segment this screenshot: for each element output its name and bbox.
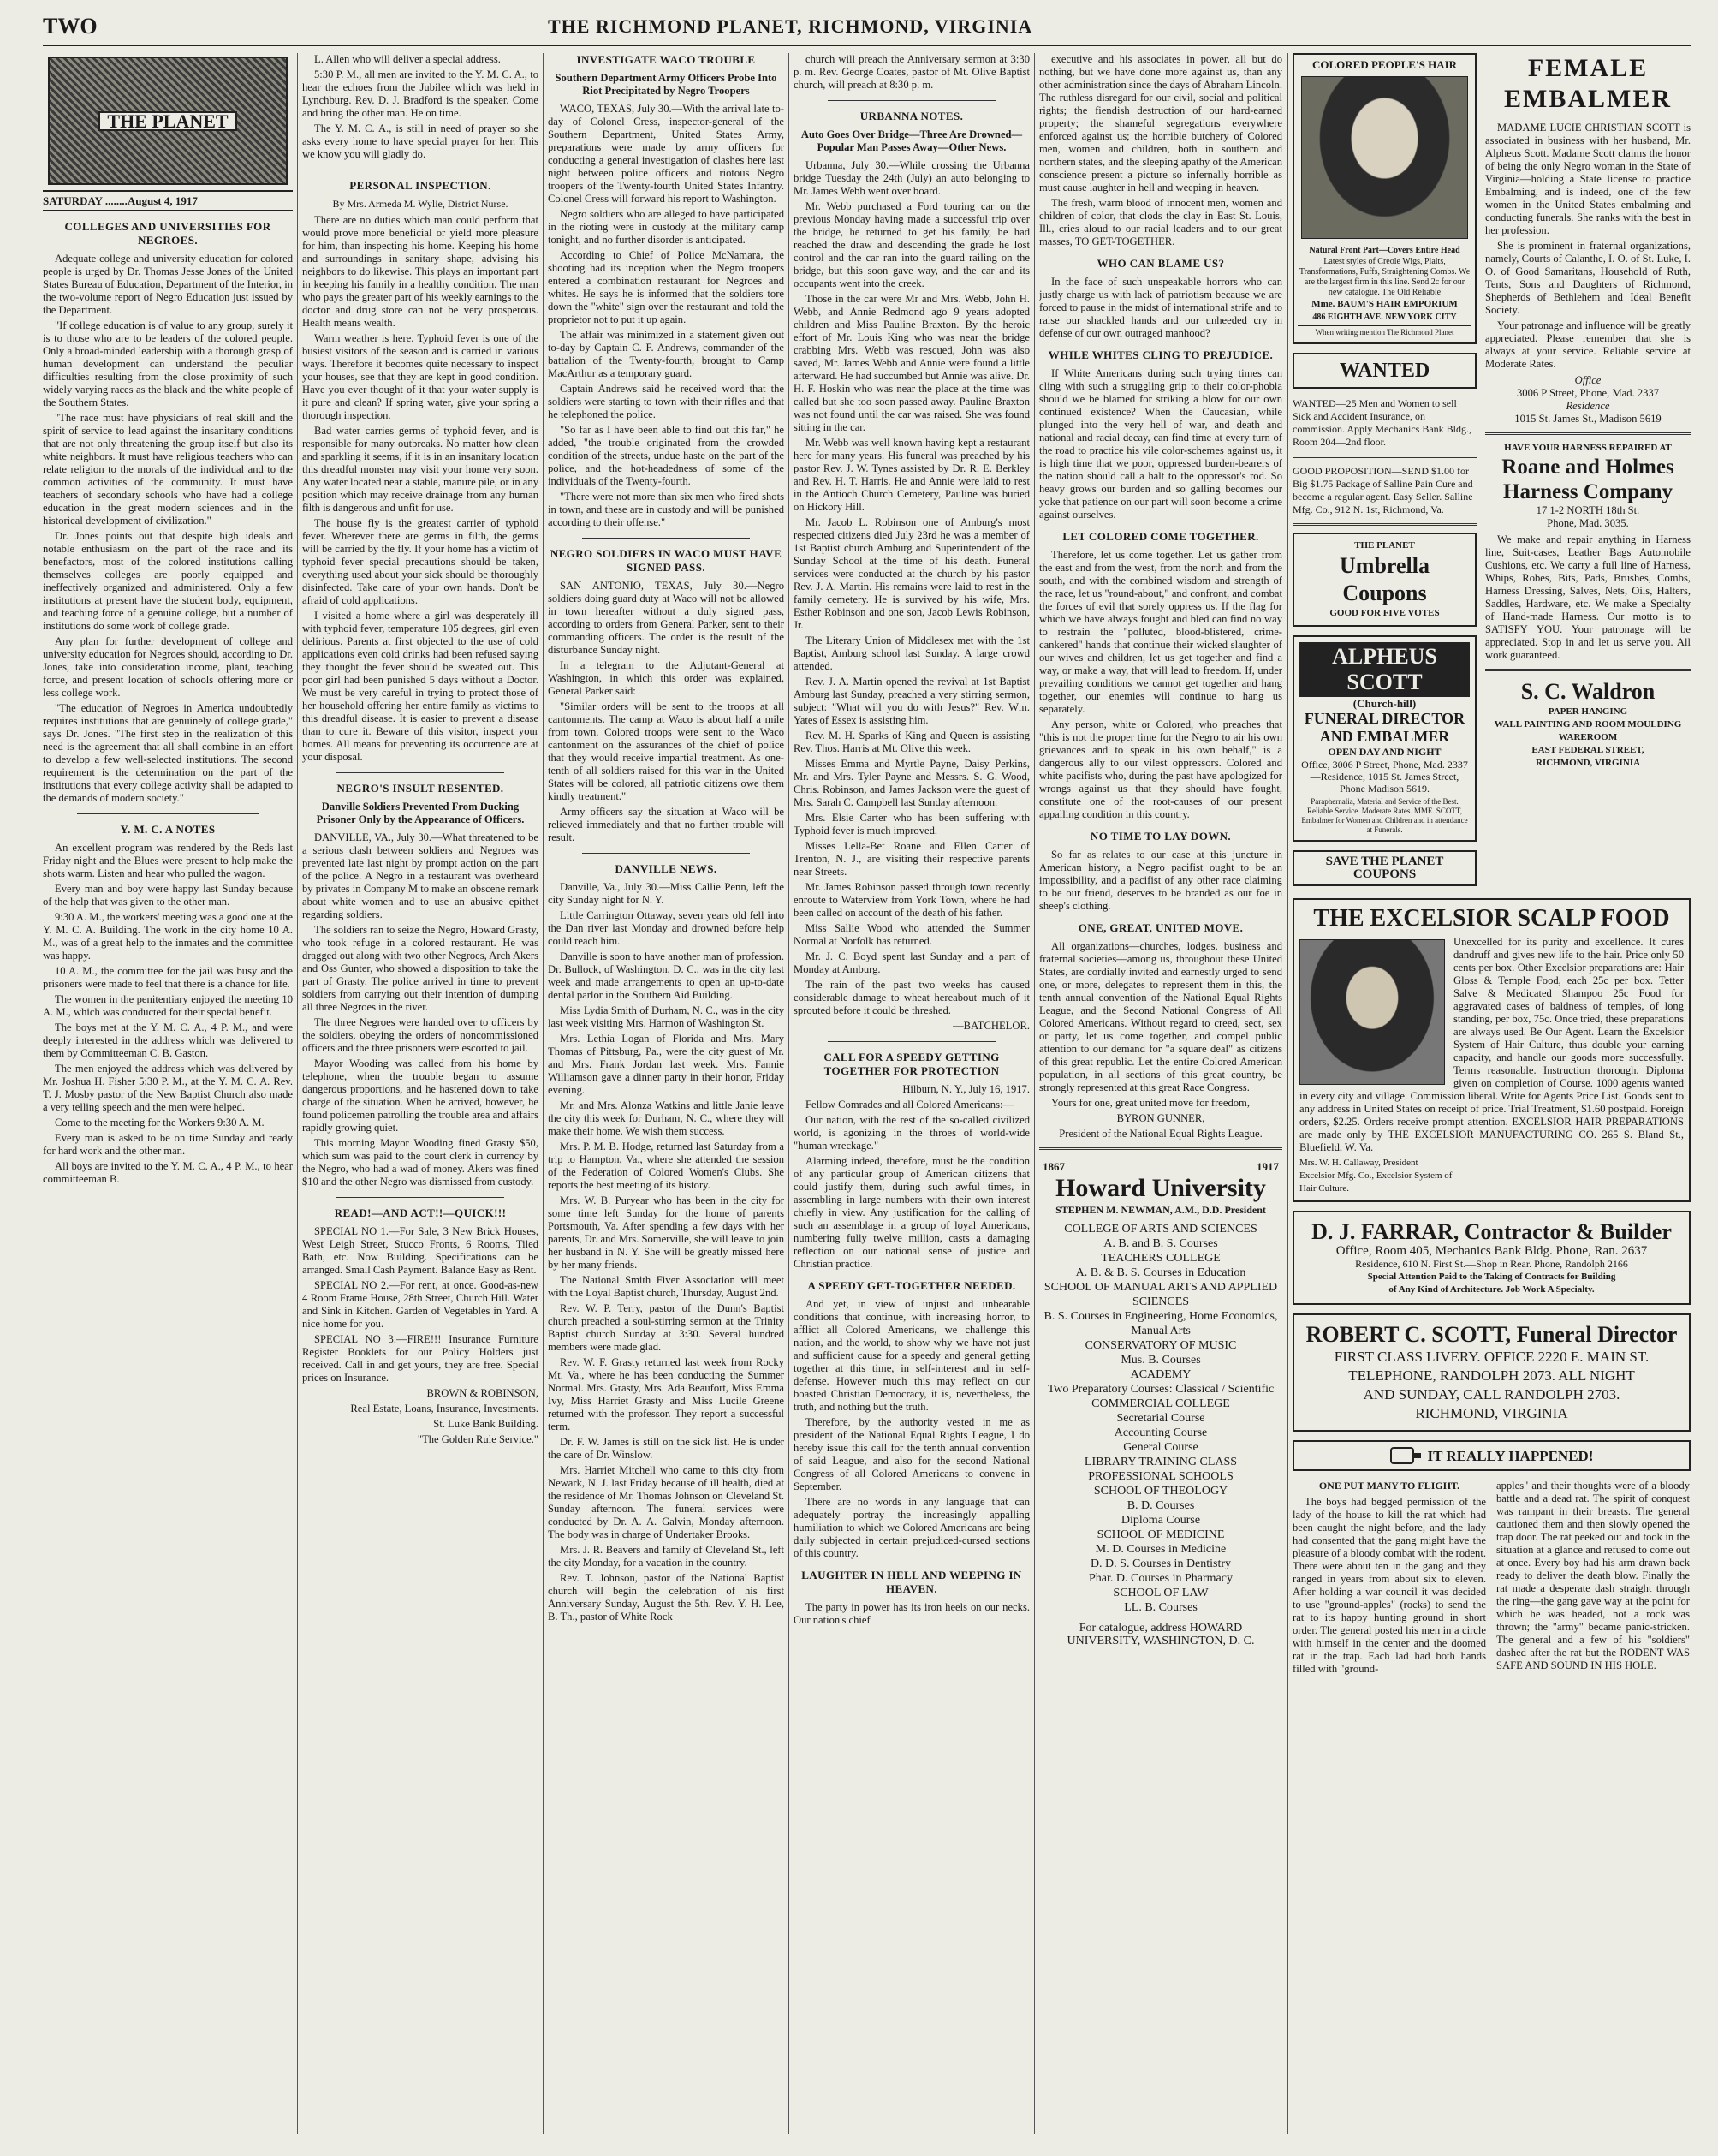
newspaper-page: [43, 12, 1691, 2144]
article-paragraph: The rain of the past two weeks has caused considerable damage to wheat hereabout much of it sprouted before it could be threshed.: [794, 979, 1030, 1016]
howard-course-item: Phar. D. Courses in Pharmacy: [1089, 1572, 1233, 1585]
article-paragraph: Bad water carries germs of typhoid fever, and is responsible for many outbreaks. No matter how clean and sparkling it seems, if it is in an insanitary location this dreadful monster may visit your home very soon. Any water located near a stable, manure pile, or in any position which may receive drainage from any human filth is dangerous and unfit for use.: [302, 425, 538, 514]
save-coupons-ad: [1293, 850, 1477, 886]
article-paragraph: The men enjoyed the address which was delivered by Mr. Joshua H. Fisher 5:30 P. M., at the Y. M. C. A. Rev. T. J. Mosby pastor of the New Baptist Church also made a very telling speech and the men were helped.: [43, 1063, 293, 1113]
howard-course-item: LL. B. Courses: [1124, 1601, 1198, 1614]
article-paragraph: Mr. James Robinson passed through town recently enroute to Waterview from York Town, where he had been called on account of the death of his father.: [794, 881, 1030, 919]
article-paragraph: Rev. W. F. Grasty returned last week from Rocky Mt. Va., where he has been conducting the Summer Normal. Mrs. Grasty, Mrs. Ada Beaufort, Miss Emma Ivy, Miss Harriet Grasty and Miss Lucile Greene returned with the professor. They report a successful term.: [548, 1356, 784, 1432]
article-paragraph: So far as relates to our case at this juncture in American history, a Negro pacifist ought to be an impossibility, and a pacifist of any other race claiming to be our friend, deserves to be branded as our foe in sheep's clothing.: [1039, 849, 1282, 912]
section-heading: WHO CAN BLAME US?: [1097, 257, 1225, 270]
hair-ad: [1293, 53, 1477, 344]
divider: [1293, 523, 1477, 526]
harness-title: Roane and Holmes Harness Company: [1501, 456, 1674, 503]
article-paragraph: "So far as I have been able to find out this far," he added, "the trouble originated from the crowded condition of the streets, undue haste on the part of the police, and the hot-headedness of some of the individuals of the Twenty-fourth.: [548, 424, 784, 487]
embalmer-text: MADAME LUCIE CHRISTIAN SCOTT is associated in business with her husband, Mr. Alpheus Scott. Madame Scott claims the honor of being the only Negro woman in the State of Virginia—holding a State license to practice Embalming, and is indeed, one of the few women in the United States embalming and conducting funerals. She ranks with the best in her profession.: [1485, 122, 1691, 236]
scott-title: ROBERT C. SCOTT, Funeral Director: [1305, 1322, 1678, 1347]
issue-date: SATURDAY ........August 4, 1917: [43, 190, 293, 211]
article-subtitle: Southern Department Army Officers Probe Into Riot Precipitated by Negro Troopers: [555, 72, 777, 97]
ads-column: [1293, 53, 1691, 2134]
article-paragraph: Warm weather is here. Typhoid fever is one of the busiest visitors of the season and is carried in various ways. Therefore it becomes quite necessary to inspect your houses, see that they are kept in good condition. Have you ever thought of it that your water supply is it pure and clean? If spring water, give your spring a thorough inspection.: [302, 332, 538, 421]
logo-text: THE PLANET: [98, 111, 236, 131]
section-heading: WHILE WHITES CLING TO PREJUDICE.: [1048, 348, 1274, 361]
article-paragraph: Misses Emma and Myrtle Payne, Daisy Perkins, Mr. and Mrs. Tyler Payne and Messrs. S. G. Wood, Chris. Robinson, and James Jackson were the guest of Mrs. Sarah C. Campbell last Sunday afternoon.: [794, 758, 1030, 808]
article-paragraph: Mr. Jacob L. Robinson one of Amburg's most respected citizens died July 23rd he was a member of 1st Baptist church Amburg and Superintendent of the Sunday School at the time of his death. Funeral services were conducted at the church by his pastor Rev. J. A. Martin. His remains were laid to rest in the family cemetery. He is survived by his wife, Mrs. Esther Robinson and one son, Jacob Lewis Robinson, Jr.: [794, 516, 1030, 631]
scott-line: FIRST CLASS LIVERY. OFFICE 2220 E. MAIN ST.: [1334, 1349, 1650, 1365]
article-paragraph: Army officers say the situation at Waco will be relieved immediately and that no further trouble will result.: [548, 806, 784, 843]
article-paragraph: 9:30 A. M., the workers' meeting was a good one at the Y. M. C. A. Building. The work in the city home 10 A. M., was of a great help to the inmates and the committee was happy.: [43, 911, 293, 962]
article-dateline: Hilburn, N. Y., July 16, 1917.: [902, 1083, 1030, 1095]
article-subtitle: Auto Goes Over Bridge—Three Are Drowned—Popular Man Passes Away—Other News.: [800, 128, 1023, 153]
article-paragraph: Mrs. J. R. Beavers and family of Cleveland St., left the city Monday, for a vacation in the country.: [548, 1544, 784, 1569]
article-title: DANVILLE NEWS.: [615, 862, 717, 875]
column-rule: [297, 53, 298, 2134]
farrar-line: Special Attention Paid to the Taking of Contracts for Building: [1367, 1272, 1616, 1282]
article-paragraph: Mrs. Lethia Logan of Florida and Mrs. Mary Thomas of Pittsburg, Pa., were the city guest of Mr. and Mrs. Frank Jordan last week. Mrs. Fannie Williamson gave a dinner party in their honor, Friday evening.: [548, 1033, 784, 1096]
article-paragraph: Miss Sallie Wood who attended the Summer Normal at Norfolk has returned.: [794, 922, 1030, 947]
howard-course-item: Accounting Course: [1114, 1426, 1208, 1439]
article-paragraph: church will preach the Anniversary sermon at 3:30 p. m. Rev. George Coates, pastor of Mt. Olive Baptist church, will preach at 8:30 p. m.: [794, 53, 1030, 91]
howard-president: STEPHEN M. NEWMAN, A.M., D.D. President: [1055, 1204, 1266, 1216]
article-paragraph: Yours for one, great united move for freedom,: [1051, 1097, 1250, 1109]
article-paragraph: The Literary Union of Middlesex met with the 1st Baptist, Amburg school last Sunday. A large crowd attended.: [794, 634, 1030, 672]
article-paragraph: All boys are invited to the Y. M. C. A., 4 P. M., to hear committeeman B.: [43, 1160, 293, 1185]
umbrella-note: GOOD FOR FIVE VOTES: [1329, 608, 1440, 618]
article-title: NEGRO'S INSULT RESENTED.: [336, 782, 504, 795]
umbrella-title: Umbrella Coupons: [1340, 553, 1430, 605]
howard-ad: [1039, 1157, 1282, 1654]
article-paragraph: executive and his associates in power, all but do nothing, but we have done more against us, than any other administration since the days of Abraham Lincoln. The ruthless disregard for our civil, social and political rights; the fiendish destruction of our hard-earned property; the shameful segregations everywhere enforced against us; the horrible butchery of Colored men, women and children, both in southern and northern states, and the sleeping apathy of the American conscience present a picture so infernally horrible as must cause laughter in hell and weeping in heaven.: [1039, 53, 1282, 194]
alpheus-address: Office, 3006 P Street, Phone, Mad. 2337—Residence, 1015 St. James Street, Phone Madison 5619.: [1301, 759, 1468, 795]
farrar-line: Residence, 610 N. First St.—Shop in Rear. Phone, Randolph 2166: [1355, 1258, 1628, 1270]
alpheus-role: FUNERAL DIRECTOR AND EMBALMER: [1304, 710, 1465, 745]
harness-address: 17 1-2 NORTH 18th St.: [1536, 504, 1640, 516]
hair-text: Latest styles of Creole Wigs, Plaits, Transformations, Puffs, Straightening Combs. We are the largest firm in this line. Send 2c for our new catalogue. The Old Reliable: [1299, 257, 1471, 297]
happened-text: The boys had begged permission of the lady of the house to kill the rat which had been caught the night before, and the lady had consented that the gang might have the pleasure of a bloody combat with the rodent. There were about ten in the gang and they ranged in years from about six to eleven. After holding a war council it was decided to use "ground-apples" (rocks) to send the rat to its happy hunting ground in short order. The general posted his men in a circle with himself in the center and the doomed rat in the trap. Each lad had both hands filled with "ground-: [1293, 1496, 1486, 1675]
harness-top: HAVE YOUR HARNESS REPAIRED AT: [1504, 443, 1672, 453]
article-paragraph: "The education of Negroes in America undoubtedly requires institutions that are genuinely of college grade," says Dr. Jones. "The first step in the realization of this need is the agreement that all shall combine in an effort to develop a few well-selected institutions. The second requirement is the determination on the part of the institutions that every college activity shall be adapted to the demands of modern society.": [43, 702, 293, 804]
article-paragraph: Any plan for further development of college and university education for Negroes should, according to Dr. Jones, take into consideration income, plant, teaching force, and present location of schools offering more or less college work.: [43, 635, 293, 699]
howard-year-start: 1867: [1043, 1160, 1065, 1173]
article-paragraph: Rev. W. P. Terry, pastor of the Dunn's Baptist church preached a soul-stirring sermon at the Trinity Baptist church Sunday at 3:30. Several hundred members were made glad.: [548, 1302, 784, 1353]
farrar-ad: [1293, 1211, 1691, 1305]
article-title: URBANNA NOTES.: [859, 110, 964, 122]
save-coupons: SAVE THE PLANET COUPONS: [1325, 855, 1444, 881]
waldron-line: WAREROOM: [1558, 732, 1618, 742]
divider: [336, 1197, 504, 1198]
happened-title: IT REALLY HAPPENED!: [1427, 1447, 1594, 1464]
howard-course-item: COMMERCIAL COLLEGE: [1091, 1397, 1230, 1410]
article-paragraph: Therefore, by the authority vested in me as president of the National Equal Rights League, I do hereby issue this call for the tenth annual convention of said League, and also for the second National Congress of all Colored Americans to convene in September.: [794, 1416, 1030, 1492]
waldron-name: S. C. Waldron: [1520, 679, 1656, 704]
harness-text: We make and repair anything in Harness line, Suit-cases, Leather Bags Automobile Cushions, etc. We carry a full line of Harness, Whips, Robes, Bits, Pads, Brushes, Combs, Harness Dressing, Salves, Nets, Oils, Halters, Saddles, Hardware, etc. We make a Specialty of Hand-made Harness. Our motto is to SATISFY YOU. Your patronage will be appreciated. Stop in and let us serve you. All work guaranteed.: [1485, 533, 1691, 661]
howard-course-item: A. B. and B. S. Courses: [1103, 1237, 1218, 1250]
harness-phone: Phone, Mad. 3035.: [1547, 517, 1629, 529]
article-paragraph: The three Negroes were handed over to officers by the soldiers, obeying the orders of noncommissioned officers and the three prisoners were escorted to jail.: [302, 1016, 538, 1054]
howard-course-item: Secretarial Course: [1116, 1412, 1205, 1425]
hair-caption: Natural Front Part—Covers Entire Head: [1309, 246, 1460, 255]
section-heading: LAUGHTER IN HELL AND WEEPING IN HEAVEN.: [801, 1569, 1022, 1595]
column-4: [794, 53, 1030, 2134]
waldron-line: RICHMOND, VIRGINIA: [1535, 758, 1641, 768]
howard-course-item: SCHOOL OF MEDICINE: [1097, 1528, 1225, 1541]
article-paragraph: WACO, TEXAS, July 30.—With the arrival late to-day of Colonel Cress, inspector-general of the Southern Department, United States Army, preparations were made by army officers for conducting a general investigation of clashes here last night between police officers and riotous Negro troopers of the Twenty-fourth United States Infantry. Colonel Cress will forward his report to Washington.: [548, 103, 784, 205]
scott-line: RICHMOND, VIRGINIA: [1415, 1405, 1568, 1421]
article-paragraph: Alarming indeed, therefore, must be the condition of any particular group of American citizens that could justify them, during such awful times, in assembling in large numbers with their own interest chiefly in view. Any justification for the calling of such an assemblage in a group of loyal Americans, numbering fully twelve million, casts a damaging reflection on our national sense of justice and Christian practice.: [794, 1155, 1030, 1270]
article-paragraph: The Y. M. C. A., is still in need of prayer so she asks every home to have special prayer for her. This we know you will gladly do.: [302, 122, 538, 160]
signature: BROWN & ROBINSON,: [426, 1387, 538, 1399]
embalmer-text: Your patronage and influence will be greatly appreciated. Please remember that she is always at your service. Reliable service at Moderate Rates.: [1485, 319, 1691, 370]
planet-logo: [48, 57, 288, 185]
article-paragraph: SPECIAL NO 3.—FIRE!!! Insurance Furniture Register Booklets for our Policy Holders just received. Call in and get yours, they are free. Special prices on Insurance.: [302, 1333, 538, 1384]
howard-course-item: CONSERVATORY OF MUSIC: [1085, 1339, 1237, 1352]
article-paragraph: Captain Andrews said he received word that the soldiers were starting to town with their rifles and that he telephoned the police.: [548, 383, 784, 420]
howard-year-end: 1917: [1257, 1160, 1279, 1173]
divider: [336, 772, 504, 773]
article-paragraph: Therefore, let us come together. Let us gather from the east and from the west, from the north and from the south, and with the combined wisdom and strength of the race, let us "round-about," and confront, and combat the forces of evil that sorely oppress us. If the flag for which we have always fought and bled can find no way to restrain the "polluted, blood-blistered, crime-cankered" hands that continue their wicked slaughter of our wives and children, let us get together and find a way, or make a way, that will lead to freedom. If, under prevailing conditions we cannot get together and hang together, our enemies will continue to hang us separately.: [1039, 549, 1282, 715]
signature: Real Estate, Loans, Insurance, Investments.: [350, 1403, 538, 1415]
divider: [828, 1041, 996, 1042]
article-paragraph: Adequate college and university education for colored people is urged by Dr. Thomas Jesse Jones of the United States Bureau of Education, Department of the Interior, in the two-volume report of Negro Education just issued by the Department.: [43, 253, 293, 316]
article-paragraph: Urbanna, July 30.—While crossing the Urbanna bridge Tuesday the 24th (July) an auto belonging to Mr. James Webb went over board.: [794, 159, 1030, 197]
section-heading: A SPEEDY GET-TOGETHER NEEDED.: [807, 1279, 1016, 1292]
article-paragraph: The affair was minimized in a statement given out to-day by Captain C. F. Andrews, commander of the battalion of the Twenty-fourth, brought to Camp MacArthur as a temporary guard.: [548, 329, 784, 379]
article-paragraph: "If college education is of value to any group, surely it is to those who are to be leaders of the colored people. Only a broad-minded leadership with a thorough grasp of human development can understand the peculiar difficulties resulting from the close proximity of such widely varying races as the black and the white people of the Southern States.: [43, 319, 293, 408]
article-paragraph: The boys met at the Y. M. C. A., 4 P. M., and were deeply interested in the address which was delivered to them by Committeeman C. B. Gaston.: [43, 1021, 293, 1059]
excelsior-caption: Mrs. W. H. Callaway, President Excelsior Mfg. Co., Excelsior System of Hair Culture.: [1299, 1158, 1453, 1194]
article-paragraph: Rev. M. H. Sparks of King and Queen is assisting Rev. Thos. Harris at Mt. Olive this week.: [794, 730, 1030, 754]
article-paragraph: All organizations—churches, lodges, business and fraternal societies—among us, throughout these United States, are cordially invited and earnestly urged to send one, or more, delegates to represent them in this, the tenth annual convention of the National Equal Rights League, and the Second National Congress of All Colored Americans. Without regard to creed, sect, sex or party, let us come together, and compel public attention to our demand for "a square deal" as citizens of this great republic. Let the entire Colored American population, in all sections of this great country, be strongly represented at this great Race Congress.: [1039, 940, 1282, 1093]
section-heading: ONE, GREAT, UNITED MOVE.: [1078, 921, 1244, 934]
embalmer-title-2: EMBALMER: [1504, 85, 1672, 113]
article-paragraph: "The race must have physicians of real skill and the spirit of service to lead against the insanitary conditions that are not only threatening the group itself but also its white neighbors. It must have religious teachers who can relate religion to the morals of the individual and to the common activities of the community. It must have teachers of secondary schools who have had a college education in the great modern sciences and in the historical development of civilization.": [43, 412, 293, 527]
article-paragraph: The fresh, warm blood of innocent men, women and children of color, that clods the clay in East St. Louis, Ill., cries aloud to our racial leaders and to our great masses, TO GET-TOGETHER.: [1039, 197, 1282, 247]
howard-course-item: COLLEGE OF ARTS AND SCIENCES: [1064, 1223, 1257, 1236]
article-paragraph: I visited a home where a girl was desperately ill with typhoid fever, temperature 105 degrees, girl even delirious. Parents at first objected to the use of cold applications even cold drinks had been refused saying they thought the fever should be sweated out. This poor girl had been punished 5 days without a Doctor. We must be very careful in trying to protect those of her household offering her entire family as victims to this dreadful disease. It is easier to prevent a disease than to cure it. Beware of this visitor, inspect your homes. All means for preventing its occurrence are at your disposal.: [302, 610, 538, 763]
article-paragraph: Every man is asked to be on time Sunday and ready for hard work and the other man.: [43, 1132, 293, 1157]
column-5: [1039, 53, 1282, 2134]
hair-model-image: [1301, 76, 1468, 239]
article-paragraph: DANVILLE, VA., July 30.—What threatened to be a serious clash between soldiers and Negroes was prevented late last night by prompt action on the part of the police. A Negro in a restaurant was overheard by privates in Company M to make an obscene remark about white women and to use an abusive epithet regarding soldiers.: [302, 831, 538, 920]
article-paragraph: This morning Mayor Wooding fined Grasty $50, which sum was paid to the court clerk in currency by the Negro, who had a wad of money. Akers was fined $10 and the other Negro was dismissed from custody.: [302, 1137, 538, 1188]
column-3: [548, 53, 784, 2134]
article-paragraph: There are no duties which man could perform that would prove more beneficial or yield more pleasure for him, than inspecting his home. Keeping his home and surroundings in sanitary shape, advising his neighbors to do likewise. This plays an important part in keeping his family in a healthy condition. The man who pays the greater part of his weekly earnings to the doctor and drug store can not be very prosperous. Health means wealth.: [302, 214, 538, 329]
howard-course-item: SCHOOL OF MANUAL ARTS AND APPLIED SCIENCES: [1043, 1281, 1278, 1308]
alpheus-note: Paraphernalia, Material and Service of the Best. Reliable Service. Moderate Rates. MME. SCOTT, Embalmer for Women and Children and in attendance at Funerals.: [1301, 797, 1468, 834]
article-paragraph: In a telegram to the Adjutant-General at Washington, in which this order was explained, General Parker said:: [548, 659, 784, 697]
embalmer-text: She is prominent in fraternal organizations, namely, Courts of Calanthe, I. O. of St. Luke, I. O. of Good Samaritans, Household of Ruth, Tents, Sons and Daughters of Richmond, Shepherds of Bethlehem and Ideal Benefit Society.: [1485, 240, 1691, 316]
column-2: [302, 53, 538, 2134]
article-paragraph: Mr. Webb purchased a Ford touring car on the previous Monday having made a successful trip over the bridge, he returned to get his family, he had reached the draw and descending the grade he lost control and the car ran into the guard railing on the bridge, but this soon gave way, and the car and its occupants went into the creek.: [794, 200, 1030, 289]
article-paragraph: According to Chief of Police McNamara, the shooting had its inception when the Negro troopers entered a combination restaurant for Negroes and whites. He says he is informed that the soldiers tore down the "white" sign over the restaurant and told the proprietor not to put it up again.: [548, 249, 784, 325]
embalmer-residence-address: 1015 St. James St., Madison 5619: [1514, 413, 1662, 425]
article-title: NEGRO SOLDIERS IN WACO MUST HAVE SIGNED PASS.: [550, 547, 782, 574]
excelsior-title: THE EXCELSIOR SCALP FOOD: [1313, 905, 1670, 932]
alpheus-scott-ad: [1293, 635, 1477, 842]
howard-course-item: General Course: [1123, 1441, 1198, 1454]
article-paragraph: An excellent program was rendered by the Reds last Friday night and the Blues were present to help make the shots warm. Listen and hear who pulled the wagon.: [43, 842, 293, 879]
article-title: CALL FOR A SPEEDY GETTING TOGETHER FOR PROTECTION: [823, 1051, 1000, 1077]
howard-course-item: Two Preparatory Courses: Classical / Scientific: [1047, 1383, 1275, 1396]
howard-course-item: D. D. S. Courses in Dentistry: [1090, 1557, 1232, 1570]
article-paragraph: Mayor Wooding was called from his home by telephone, when the trouble began to assume dangerous proportions, and he hastened down to take charge of the situation. When he arrived, however, he found policemen patrolling the trouble area and affairs rapidly growing quiet.: [302, 1057, 538, 1134]
article-paragraph: Fellow Comrades and all Colored Americans:—: [805, 1099, 1014, 1111]
signature: St. Luke Bank Building.: [433, 1418, 538, 1430]
howard-course-list: [1043, 1222, 1279, 1615]
good-proposition: GOOD PROPOSITION—SEND $1.00 for Big $1.75 Package of Salline Pain Cure and become a regular agent. Easy Seller. Salline Mfg. Co., 912 N. 1st, Richmond, Va.: [1293, 465, 1473, 515]
happened-banner: [1293, 1440, 1691, 1471]
howard-course-item: LIBRARY TRAINING CLASS: [1084, 1456, 1238, 1468]
happened-subtitle: ONE PUT MANY TO FLIGHT.: [1318, 1480, 1460, 1492]
happened-col-2: [1496, 1480, 1690, 1678]
embalmer-title: FEMALE: [1527, 54, 1649, 82]
article-paragraph: Every man and boy were happy last Sunday because of the help that was given to the other man.: [43, 883, 293, 908]
article-paragraph: SPECIAL NO 2.—For rent, at once. Good-as-new 4 Room Frame House, 28th Street, Church Hill. Water and Sink in Kitchen. Garden of Vegetables in Yard. A nice home for you.: [302, 1279, 538, 1330]
umbrella-coupon-ad: [1293, 533, 1477, 627]
article-paragraph: Miss Lydia Smith of Durham, N. C., was in the city last week visiting Mrs. Harmon of Washington St.: [548, 1004, 784, 1029]
article-subtitle: Danville Soldiers Prevented From Ducking Prisoner Only by the Appearance of Officers.: [316, 801, 525, 825]
section-heading: LET COLORED COME TOGETHER.: [1062, 530, 1259, 543]
callaway-portrait: [1299, 939, 1445, 1085]
hair-ad-title: COLORED PEOPLE'S HAIR: [1311, 58, 1458, 71]
article-paragraph: If White Americans during such trying times can cling with such a struggling grip to their color-phobia should we be blamed for striking a blow for our own continued existence? When the Caucasian, while plunged into the very hell of war, and death and national and racial decay, can find time at every turn of the road to practice his vile color-schemes against us, it is high time that we poor, oppressed burden-bearers of the nation should call a halt to the oppressor's rod. So heavy grows our burden and so galling becomes our yoke that patience on our part will soon become a crime against ourselves.: [1039, 367, 1282, 521]
wanted-title: WANTED: [1339, 360, 1430, 382]
article-paragraph: Little Carrington Ottaway, seven years old fell into the Dan river last Monday and drowned before help could reach him.: [548, 909, 784, 947]
howard-course-item: B. S. Courses in Engineering, Home Economics, Manual Arts: [1043, 1310, 1278, 1337]
article-paragraph: SAN ANTONIO, TEXAS, July 30.—Negro soldiers doing guard duty at Waco will not be allowed in town hereafter without a duly signed pass, according to orders from General Parker, sent to their commanding officers. The order is the result of the disturbance Sunday night.: [548, 580, 784, 656]
article-paragraph: Mr. and Mrs. Alonza Watkins and little Janie leave the city this week for Durham, N. C., where they will make their home. We wish them success.: [548, 1099, 784, 1137]
waldron-line: EAST FEDERAL STREET,: [1531, 745, 1644, 755]
article-paragraph: There are no words in any language that can adequately portray the increasingly appalling humiliation to which we Colored Americans are being daily subjected in certain prejudiced-cursed sections of this country.: [794, 1496, 1030, 1559]
signature: President of the National Equal Rights League.: [1059, 1128, 1263, 1140]
divider: [1039, 1147, 1282, 1150]
page-number: TWO: [43, 14, 98, 39]
article-paragraph: Any person, white or Colored, who preaches that "this is not the proper time for the Negro to air his own grievances and to speak in his own behalf," is a dangerous ally to our vilest oppressors. Colored and white pacifists who, during the past have apologized for wrongs against us that they should have fought, constitute one of the root-causes of our present appalling condition in this country.: [1039, 718, 1282, 820]
article-paragraph: Mrs. Harriet Mitchell who came to this city from Newark, N. J. last Friday because of ill health, died at the residence of Mr. Thomas Johnson on Cleveland St. Sunday afternoon. The funeral services were conducted by Dr. A. A. Galvin, Monday afternoon. The body was in charge of Undertaker Brooks.: [548, 1464, 784, 1540]
alpheus-name: ALPHEUS SCOTT: [1299, 642, 1470, 697]
article-paragraph: Mrs. P. M. B. Hodge, returned last Saturday from a trip to Hampton, Va., where she attended the session of the Federation of Colored Women's Clubs. She reports the best meeting of its history.: [548, 1141, 784, 1191]
wanted-text: WANTED—25 Men and Women to sell Sick and Accident Insurance, on commission. Apply Mechanics Bank Bldg., Room 204—2nd floor.: [1293, 397, 1471, 448]
hair-note: When writing mention The Richmond Planet: [1298, 325, 1471, 339]
article-paragraph: Mrs. W. B. Puryear who has been in the city for some time left Sunday for the home of parents Portsmouth, Va. After spending a few days with her parents, Dr. and Mrs. Somerville, she will leave to join her husband in N. Y. She will be greatly missed here by her many friends.: [548, 1194, 784, 1271]
article-paragraph: Come to the meeting for the Workers 9:30 A. M.: [55, 1117, 265, 1129]
article-paragraph: And yet, in view of unjust and unbearable conditions that continue, with increasing horror, to afflict all Colored Americans, we challenge this nation, and the world, to show why we have not just and sufficient cause for a speedy and general getting together at this time, in self-interest and in self-defense. However much this may reflect on our boasted Christian Democracy, it is, nevertheless, the truth, and nothing but the truth.: [794, 1298, 1030, 1413]
article-paragraph: The house fly is the greatest carrier of typhoid fever. Wherever there are germs in filth, the germs will be carried by the fly. If your home has a victim of typhoid fever special precautions should be taken, everything used about your sick should be thoroughly disinfected. Take care of your own hands. Don't be afraid of cold applications.: [302, 517, 538, 606]
article-paragraph: Mrs. Elsie Carter who has been suffering with Typhoid fever is much improved.: [794, 812, 1030, 837]
waldron-line: PAPER HANGING: [1548, 706, 1628, 717]
divider: [77, 813, 259, 814]
article-title: READ!—AND ACT!!—QUICK!!!: [334, 1206, 507, 1219]
alpheus-sub: (Church-hill): [1352, 697, 1417, 710]
howard-course-item: Diploma Course: [1121, 1514, 1201, 1527]
article-paragraph: The women in the penitentiary enjoyed the meeting 10 A. M., which was conducted for their special benefit.: [43, 993, 293, 1018]
scott-line: AND SUNDAY, CALL RANDOLPH 2703.: [1363, 1386, 1620, 1403]
newspaper-title: THE RICHMOND PLANET, RICHMOND, VIRGINIA: [548, 15, 1033, 37]
column-1: [43, 53, 293, 2134]
column-rule: [1287, 53, 1288, 2134]
howard-course-item: SCHOOL OF THEOLOGY: [1093, 1485, 1228, 1498]
howard-footer: For catalogue, address HOWARD UNIVERSITY, WASHINGTON, D. C.: [1067, 1622, 1255, 1647]
howard-years: [1043, 1160, 1279, 1173]
excelsior-ad: [1293, 898, 1691, 1202]
divider: [1485, 432, 1691, 435]
howard-course-item: PROFESSIONAL SCHOOLS: [1088, 1470, 1234, 1483]
article-paragraph: Rev. T. Johnson, pastor of the National Baptist church will begin the celebration of his first Anniversary Sunday, August the 5th. Rev. Y. H. Lee, B. Th., pastor of White Rock: [548, 1572, 784, 1623]
divider: [828, 100, 996, 101]
farrar-line: Office, Room 405, Mechanics Bank Bldg. Phone, Ran. 2637: [1335, 1244, 1648, 1258]
embalmer-office-address: 3006 P Street, Phone, Mad. 2337: [1516, 387, 1660, 399]
hair-firm: Mme. BAUM'S HAIR EMPORIUM: [1311, 299, 1458, 309]
article-paragraph: Dr. F. W. James is still on the sick list. He is under the care of Dr. Winslow.: [548, 1436, 784, 1461]
hair-address: 486 EIGHTH AVE. NEW YORK CITY: [1312, 313, 1457, 322]
ads-right-stack: [1485, 53, 1691, 895]
article-paragraph: Mr. J. C. Boyd spent last Sunday and a part of Monday at Amburg.: [794, 950, 1030, 975]
scott-line: TELEPHONE, RANDOLPH 2073. ALL NIGHT: [1348, 1367, 1635, 1384]
section-heading: NO TIME TO LAY DOWN.: [1090, 830, 1232, 843]
ads-top-row: [1293, 53, 1691, 895]
article-byline: By Mrs. Armeda M. Wylie, District Nurse.: [332, 198, 508, 210]
article-paragraph: Dr. Jones points out that despite high ideals and notable enthusiasm on the part of the race and its benefactors, most of the colored institutions calling themselves colleges are poorly equipped and ineffectively organized and administered. Only a few institutions at present have the student body, equipment, and teaching force of a genuine college, but a number of institutions do some work of college grade.: [43, 530, 293, 632]
article-title: INVESTIGATE WACO TROUBLE: [576, 53, 756, 66]
article-paragraph: "Similar orders will be sent to the troops at all cantonments. The camp at Waco is about half a mile from town. Colored troops were sent to the Waco cantonment on the assurances of the chief of police that they would receive impartial treatment. As one-tenth of all soldiers raised for this war in the United States will be colored, all patriotic citizens owe them kindly treatment.": [548, 700, 784, 802]
umbrella-top: THE PLANET: [1354, 540, 1415, 551]
divider: [582, 538, 750, 539]
article-paragraph: Danville is soon to have another man of profession. Dr. Bullock, of Washington, D. C., was in the city last week and made arrangements to open an up-to-date dental parlor in the Southern Aid Building.: [548, 950, 784, 1001]
article-paragraph: L. Allen who will deliver a special address.: [314, 53, 501, 65]
howard-course-item: SCHOOL OF LAW: [1113, 1587, 1209, 1599]
article-paragraph: 5:30 P. M., all men are invited to the Y. M. C. A., to hear the echoes from the Jubilee which was held in Lynchburg. Rev. D. J. Bradford is the speaker. Come and bring the other man. He on time.: [302, 68, 538, 119]
masthead: [43, 12, 1691, 46]
article-paragraph: Our nation, with the rest of the so-called civilized world, is agonizing in the throes of world-wide "human wreckage.": [794, 1114, 1030, 1152]
howard-course-item: B. D. Courses: [1127, 1499, 1195, 1512]
howard-course-item: ACADEMY: [1130, 1368, 1192, 1381]
robert-scott-ad: [1293, 1313, 1691, 1432]
howard-course-item: TEACHERS COLLEGE: [1101, 1252, 1221, 1265]
article-title: PERSONAL INSPECTION.: [349, 179, 491, 192]
article-paragraph: Misses Lella-Bet Roane and Ellen Carter of Trenton, N. J., are visiting their respective parents near Streets.: [794, 840, 1030, 878]
embalmer-residence-label: Residence: [1566, 400, 1610, 412]
wanted-ad: [1293, 353, 1477, 389]
pointing-hand-icon: [1390, 1447, 1414, 1464]
article-paragraph: 10 A. M., the committee for the jail was busy and the prisoners were made to feel that there is a chance for life.: [43, 965, 293, 990]
farrar-line: of Any Kind of Architecture. Job Work A Specialty.: [1388, 1284, 1595, 1295]
farrar-title: D. J. FARRAR, Contractor & Builder: [1311, 1219, 1672, 1244]
signature: BYRON GUNNER,: [1116, 1112, 1205, 1124]
column-rule: [543, 53, 544, 2134]
excelsior-text: Unexcelled for its purity and excellence. It cures dandruff and gives new life to the hair. Price only 50 cents per box. Other Excelsior preparations are: Hair Gloss & Temple Food, each 25c per box. Tetter Salve & Medicated Shampoo 25c Food for aggravated cases of baldness of temples, of long standing, per box, 75c. Once tried, these preparations are always used. Be Our Agent. Learn the Excelsior System of Hair Culture, thus double your earning capacity, and handle our goods more successfully. Terms reasonable. Instruction thorough. Diploma given on completion of Course. 1000 agents wanted in every city and village. Commission liberal. Write for Agents Price List. Goods sent to any address in United States on receipt of price. Trial Treatment, $1.60 postpaid. Foreign orders, $2.25. Orders receive prompt attention. EXCELSIOR HAIR PREPARATIONS are made only by THE EXCELSIOR MANUFACTURING CO. 265 S. Bland St., Bluefield, W. Va.: [1299, 936, 1684, 1153]
ads-left-stack: [1293, 53, 1477, 895]
article-paragraph: Those in the car were Mr and Mrs. Webb, John H. Webb, and Annie Redmond ago 9 years adopted children and Miss Pauline Braxton. By the heroic effort of Mr. Louis King who was near the bridge crabbing Mrs. Webb was rescued, John was also saved, Mr. James Webb and Annie were found a little afterward. He had succumbed but Annie was alive. Dr. H. F. Hoskin who was near the place at the time was called but she too soon passed away. Pauline Braxton was not found until the car was raised. She was found sitting in the car.: [794, 293, 1030, 433]
happened-text: apples" and their thoughts were of a bloody battle and a dead rat. The spirit of conquest was rampant in their breasts. The general cautioned them and then slowly opened the trap door. The rat peeked out and took in the situation at a glance and refused to come out at once. Every boy had his arm drawn back ready to deliver the death blow. Finally the rat made a desperate dash straight through the ring—the gang gave way at the point for which he was headed, not a rock was thrown; the "army" became panic-stricken. The general and a few of his "soldiers" dashed after the rat but the RODENT WAS SAFE AND SOUND IN HIS HOLE.: [1496, 1480, 1690, 1671]
howard-course-item: Mus. B. Courses: [1121, 1354, 1201, 1367]
column-rule: [1034, 53, 1035, 2134]
happened-story: [1293, 1480, 1691, 1678]
waldron-line: WALL PAINTING AND ROOM MOULDING: [1494, 719, 1682, 730]
article-paragraph: Mr. Webb was well known having kept a restaurant here for many years. His funeral was preached by his pastor Rev. J. W. Tynes assisted by Dr. R. E. Berkley and Rev. H. T. Harris. He and Annie were laid to rest in the Antioch Church Cemetery, Pauline was buried on Hickory Hill.: [794, 437, 1030, 513]
article-paragraph: SPECIAL NO 1.—For Sale, 3 New Brick Houses, West Leigh Street, Stucco Fronts, 6 Rooms, Tiled Bath, etc. Now Building. Specifications can be arranged. Small Cash Payment. Balance Easy as Rent.: [302, 1225, 538, 1276]
article-paragraph: "There were not more than six men who fired shots in town, and these are in custody and will be punished according to their offense.": [548, 491, 784, 528]
article-paragraph: Danville, Va., July 30.—Miss Callie Penn, left the city Sunday night for N. Y.: [548, 881, 784, 906]
alpheus-open: OPEN DAY AND NIGHT: [1328, 746, 1442, 758]
article-paragraph: Rev. J. A. Martin opened the revival at 1st Baptist Amburg last Sunday, preached a very stirring sermon, subject: "What will you do with Jesus?" Rev. Wm. Yates of Essex is assisting him.: [794, 676, 1030, 726]
happened-col-1: [1293, 1480, 1486, 1678]
article-paragraph: The soldiers ran to seize the Negro, Howard Grasty, who took refuge in a colored restaurant. He was dragged out along with two other Negroes, Arch Akers and Oss Gunter, who showed a disposition to take the part of Grasty. The police arrived in time to prevent soldiers from carrying out their intention of dumping all three Negroes in the river.: [302, 924, 538, 1013]
howard-title: Howard University: [1055, 1174, 1266, 1202]
article-paragraph: The National Smith Fiver Association will meet with the Loyal Baptist church, Thursday, August 2nd.: [548, 1274, 784, 1299]
divider: [1485, 669, 1691, 671]
howard-course-item: M. D. Courses in Medicine: [1095, 1543, 1227, 1556]
article-title: Y. M. C. A NOTES: [120, 823, 216, 836]
signature: —BATCHELOR.: [953, 1020, 1030, 1032]
article-paragraph: Negro soldiers who are alleged to have participated in the rioting were in custody at the military camp tonight, and no further disorder is anticipated.: [548, 208, 784, 246]
divider: [1293, 456, 1477, 458]
embalmer-office-label: Office: [1574, 374, 1602, 386]
howard-course-item: A. B. & B. S. Courses in Education: [1075, 1266, 1246, 1279]
divider: [582, 853, 750, 854]
article-paragraph: In the face of such unspeakable horrors who can justly charge us with lack of patriotism because we are forced to pause in the midst of international strife and to raise our shackled hands and our unheeded cry in defense of our own outraged manhood?: [1039, 276, 1282, 339]
article-paragraph: The party in power has its iron heels on our necks. Our nation's chief: [794, 1601, 1030, 1626]
column-rule: [788, 53, 789, 2134]
article-title: COLLEGES AND UNIVERSITIES FOR NEGROES.: [64, 220, 271, 247]
signature: "The Golden Rule Service.": [417, 1433, 538, 1445]
